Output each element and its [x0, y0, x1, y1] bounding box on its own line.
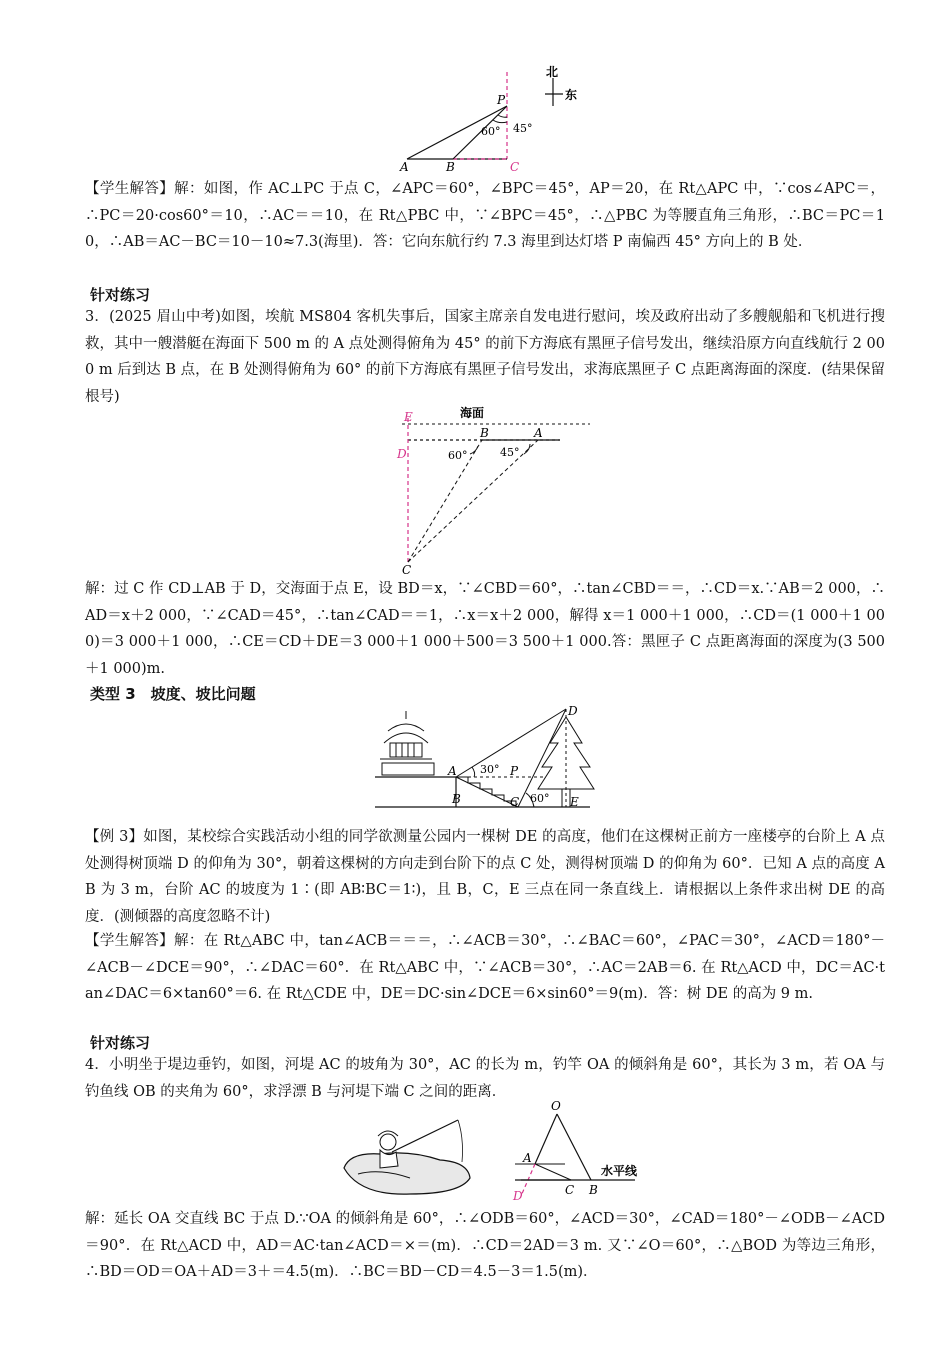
point-e-label: E	[404, 410, 413, 424]
point-d-label: D	[513, 1189, 523, 1202]
example-3-paragraph: 【例 3】如图，某校综合实践活动小组的同学欲测量公园内一棵树 DE 的高度，他们在这棵树正前方一座楼亭的台阶上 A 点处测得树顶端 D 的仰角为 30°，朝着这棵树的方向走到台阶下的点 C 处，测得树顶端 D 的仰角为 60°．已知 A 点的高度 AB 为 3 m，台阶 AC 的坡度为 1∶(即 AB∶BC＝1∶)，且 B，C，E 三点在同一条直线上．请根据以上条件求出树 DE 的高度．(测倾器的高度忽略不计)	[85, 829, 885, 925]
angle-60-label: 60°	[481, 125, 501, 138]
horizontal-line-label: 水平线	[601, 1164, 638, 1178]
section-heading-slope: 类型 3 坡度、坡比问题	[90, 685, 256, 703]
solution-3-paragraph: 解：过 C 作 CD⊥AB 于 D，交海面于点 E，设 BD＝x，∵∠CBD＝60°，∴tan∠CBD＝＝，∴CD＝x.∵AB＝2 000，∴AD＝x＋2 000，∵∠CAD＝45°，∴tan∠CAD＝＝1，∴x＝x＋2 000，解得 x＝1 000＋1 000，∴CD＝(1 000＋1 000)＝3 000＋1 000，∴CE＝CD＋DE＝3 000＋1 000＋500＝3 500＋1 000.答：黑匣子 C 点距离海面的深度为(3 500＋1 000)m.	[85, 581, 885, 677]
angle-60-label: 60°	[448, 449, 468, 462]
point-b-label: B	[589, 1183, 598, 1197]
figure-lighthouse	[395, 62, 595, 174]
problem-3-paragraph: 3．(2025 眉山中考)如图，埃航 MS804 客机失事后，国家主席亲自发电进行慰问，埃及政府出动了多艘舰船和飞机进行搜救，其中一艘潜艇在海面下 500 m 的 A 点处测得俯角为 45° 的前下方海底有黑匣子信号发出，继续沿原方向直线航行 2 000 m 后到达 B 点，在 B 处测得俯角为 60° 的前下方海底有黑匣子信号发出，求海底黑匣子 C 点距离海面的深度．(结果保留根号)	[85, 309, 885, 405]
angle-45-label: 45°	[513, 122, 533, 135]
north-label: 北	[546, 65, 559, 79]
point-a-label: A	[534, 426, 543, 440]
point-d-label: D	[568, 704, 578, 718]
point-p-label: P	[510, 764, 519, 778]
point-c-label: C	[510, 160, 520, 174]
point-e-label: E	[570, 795, 579, 809]
point-d-label: D	[397, 447, 407, 461]
figure-fishing-geometry	[505, 1100, 655, 1202]
point-o-label: O	[551, 1100, 561, 1113]
point-a-label: A	[448, 764, 457, 778]
section-heading-practice: 针对练习	[90, 286, 151, 304]
point-c-label: C	[402, 563, 412, 574]
point-b-label: B	[446, 160, 455, 174]
student-answer-paragraph: 【学生解答】解：如图，作 AC⊥PC 于点 C，∠APC＝60°，∠BPC＝45°，AP＝20，在 Rt△APC 中，∵cos∠APC＝，∴PC＝20·cos60°＝10，∴AC＝＝10，在 Rt△PBC 中，∵∠BPC＝45°，∴△PBC 为等腰直角三角形，∴BC＝PC＝10，∴AB＝AC－BC＝10－10≈7.3(海里)．答：它向东航行约 7.3 海里到达灯塔 P 南偏西 45° 方向上的 B 处．	[85, 181, 885, 250]
point-c-label: C	[510, 795, 520, 809]
figure-submarine	[390, 404, 600, 574]
pavilion-drawing	[378, 711, 456, 777]
example-3-answer-paragraph: 【学生解答】解：在 Rt△ABC 中，tan∠ACB＝＝＝，∴∠ACB＝30°，∴∠BAC＝60°，∠PAC＝30°，∠ACD＝180°－∠ACB－∠DCE＝90°，∴∠DAC＝60°．在 Rt△ABC 中，∵∠ACB＝30°，∴AC＝2AB＝6. 在 Rt△ACD 中，DC＝AC·tan∠DAC＝6×tan60°＝6. 在 Rt△CDE 中，DE＝DC·sin∠DCE＝6×sin60°＝9(m)．答：树 DE 的高为 9 m.	[85, 933, 885, 1002]
angle-60-label: 60°	[530, 792, 550, 805]
point-b-label: B	[452, 792, 461, 806]
problem-4-paragraph: 4．小明坐于堤边垂钓，如图，河堤 AC 的坡角为 30°，AC 的长为 m，钓竿 OA 的倾斜角是 60°，其长为 3 m，若 OA 与钓鱼线 OB 的夹角为 60°，求浮漂 B 与河堤下端 C 之间的距离．	[85, 1057, 885, 1100]
section-heading-practice-2: 针对练习	[90, 1034, 151, 1052]
solution-4-paragraph: 解：延长 OA 交直线 BC 于点 D.∵OA 的倾斜角是 60°，∴∠ODB＝60°，∠ACD＝30°，∠CAD＝180°－∠ODB－∠ACD＝90°．在 Rt△ACD 中，AD＝AC·tan∠ACD＝×＝(m)．∴CD＝2AD＝3 m. 又∵∠O＝60°，∴△BOD 为等边三角形，∴BD＝OD＝OA＋AD＝3＋＝4.5(m)．∴BC＝BD－CD＝4.5－3＝1.5(m)．	[85, 1211, 885, 1280]
angle-30-label: 30°	[480, 763, 500, 776]
point-p-label: P	[497, 93, 506, 107]
figure-pavilion-tree	[370, 703, 600, 813]
angle-45-label: 45°	[500, 446, 520, 459]
point-a-label: A	[523, 1151, 532, 1165]
figure-fishing-illustration	[340, 1108, 480, 1198]
east-label: 东	[565, 88, 578, 102]
point-a-label: A	[400, 160, 409, 174]
point-b-label: B	[480, 426, 489, 440]
point-c-label: C	[565, 1183, 575, 1197]
sea-surface-label: 海面	[460, 406, 485, 420]
